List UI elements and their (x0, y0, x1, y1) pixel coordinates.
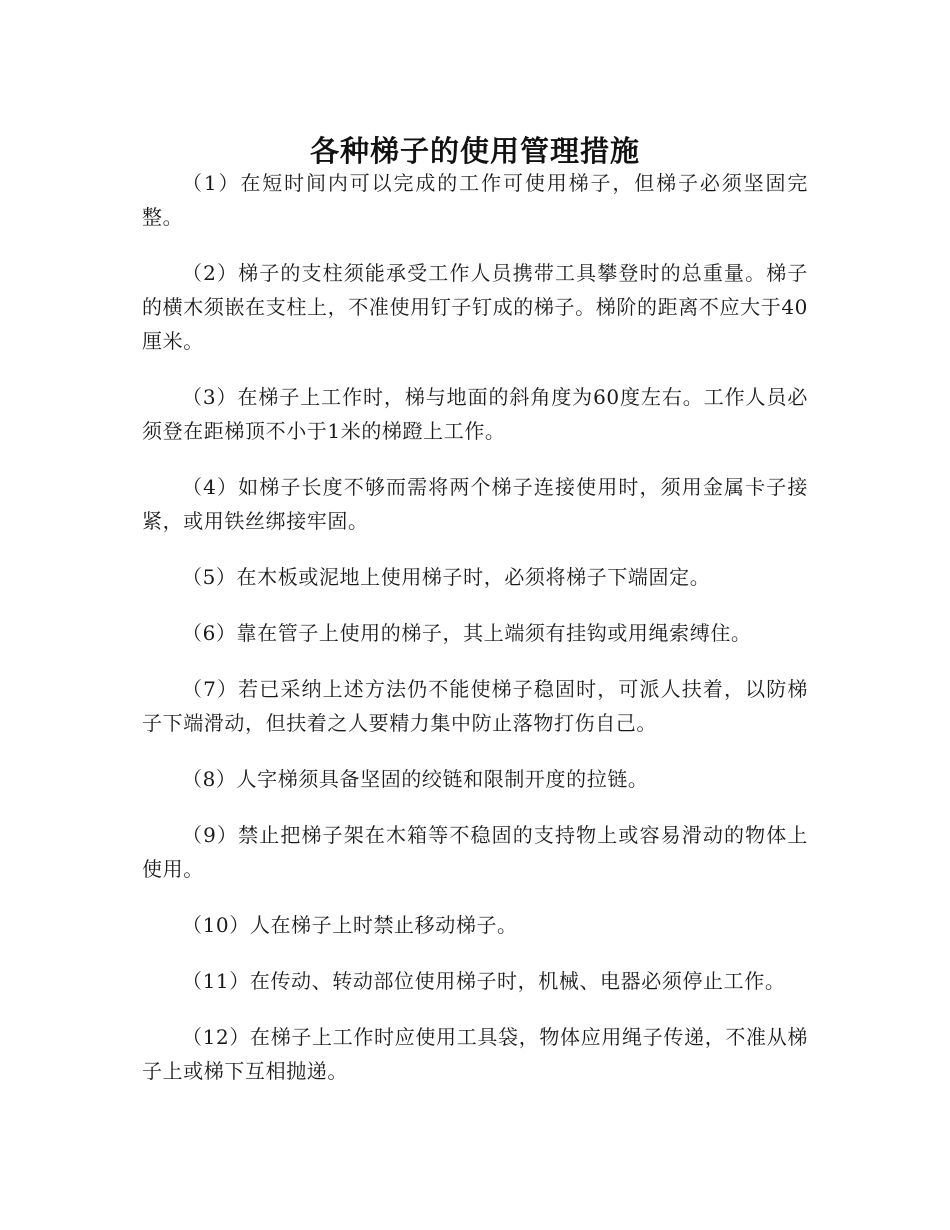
paragraph-7: （7）若已采纳上述方法仍不能使梯子稳固时，可派人扶着，以防梯子下端滑动，但扶着之人要精力集中防止落物打伤自己。 (142, 677, 808, 735)
paragraph-9: （9）禁止把梯子架在木箱等不稳固的支持物上或容易滑动的物体上使用。 (142, 823, 808, 881)
paragraph-1: （1）在短时间内可以完成的工作可使用梯子，但梯子必须坚固完整。 (142, 171, 808, 229)
paragraph-5: （5）在木板或泥地上使用梯子时，必须将梯子下端固定。 (182, 565, 711, 589)
paragraph-10: （10）人在梯子上时禁止移动梯子。 (182, 913, 518, 937)
document-title: 各种梯子的使用管理措施 (309, 134, 640, 169)
paragraph-3: （3）在梯子上工作时，梯与地面的斜角度为60度左右。工作人员必须登在距梯顶不小于1米的梯蹬上工作。 (142, 385, 808, 443)
paragraph-8: （8）人字梯须具备坚固的绞链和限制开度的拉链。 (182, 767, 649, 791)
paragraph-11: （11）在传动、转动部位使用梯子时，机械、电器必须停止工作。 (182, 969, 786, 993)
paragraph-4: （4）如梯子长度不够而需将两个梯子连接使用时，须用金属卡子接紧，或用铁丝绑接牢固。 (142, 475, 808, 533)
paragraph-6: （6）靠在管子上使用的梯子，其上端须有挂钩或用绳索缚住。 (182, 621, 752, 645)
document-body (142, 166, 808, 1110)
paragraph-2: （2）梯子的支柱须能承受工作人员携带工具攀登时的总重量。梯子的横木须嵌在支柱上，不准使用钉子钉成的梯子。梯阶的距离不应大于40厘米。 (142, 261, 808, 353)
paragraph-12: （12）在梯子上工作时应使用工具袋，物体应用绳子传递，不准从梯子上或梯下互相抛递。 (142, 1025, 808, 1083)
